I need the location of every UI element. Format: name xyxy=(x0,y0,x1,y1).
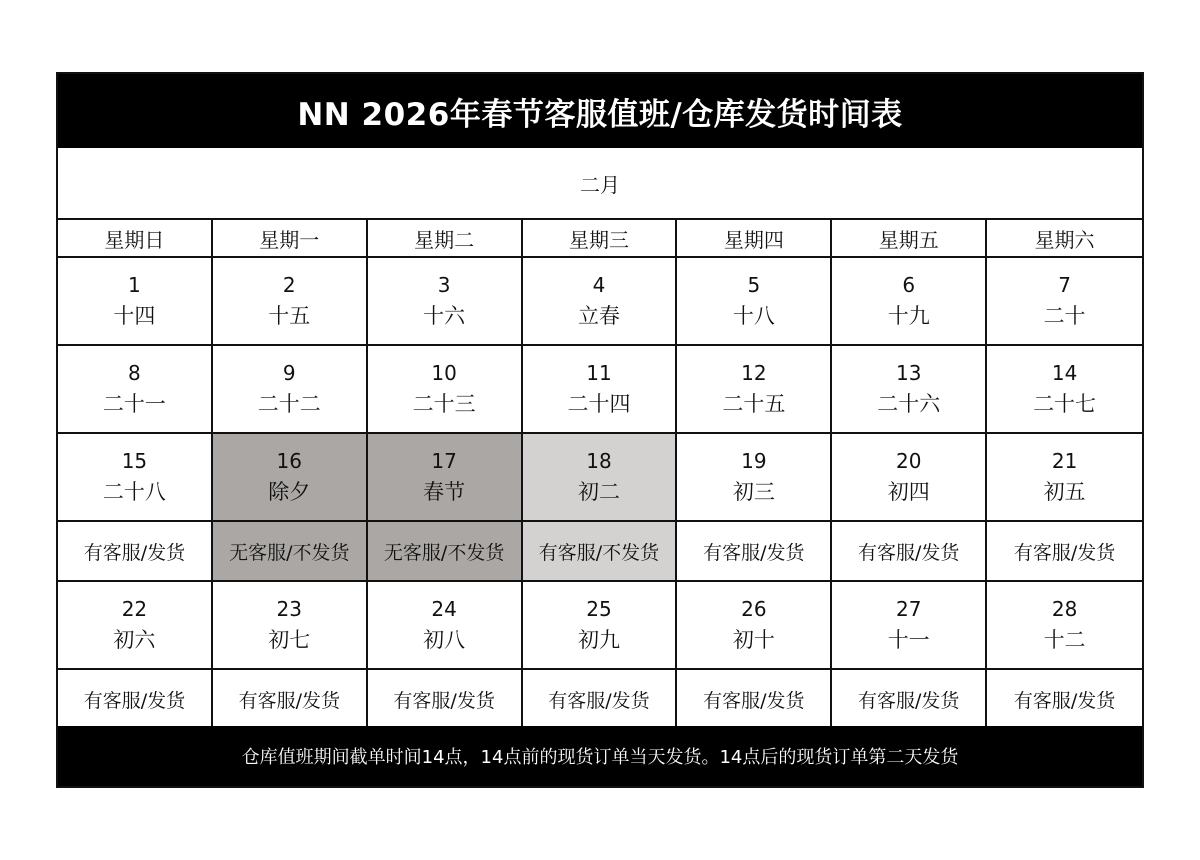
day-cell xyxy=(987,258,1142,346)
weekday-header xyxy=(368,220,523,258)
lunar-date: 二十三 xyxy=(412,392,476,416)
weekday-label: 星期六 xyxy=(1034,227,1095,252)
day-cell xyxy=(677,434,832,522)
day-cell xyxy=(368,434,523,522)
lunar-date: 初七 xyxy=(268,628,311,652)
status-cell xyxy=(677,670,832,728)
day-number: 24 xyxy=(431,597,457,621)
day-cell xyxy=(987,582,1142,670)
weekday-header xyxy=(987,220,1142,258)
lunar-date: 二十 xyxy=(1043,304,1086,328)
service-status: 无客服/不发货 xyxy=(383,541,505,564)
day-cell xyxy=(832,434,987,522)
day-cell xyxy=(987,346,1142,434)
footer-note: 仓库值班期间截单时间14点，14点前的现货订单当天发货。14点后的现货订单第二天发货 xyxy=(241,747,959,768)
day-number: 9 xyxy=(282,361,296,385)
lunar-date: 初三 xyxy=(732,480,775,504)
weekday-label: 星期二 xyxy=(414,227,475,252)
weekday-header xyxy=(213,220,368,258)
day-number: 20 xyxy=(895,449,922,473)
day-cell xyxy=(523,434,678,522)
status-cell xyxy=(523,522,678,582)
status-cell xyxy=(58,670,213,728)
day-number: 16 xyxy=(276,449,302,473)
lunar-date: 二十四 xyxy=(567,392,631,416)
day-cell xyxy=(213,434,368,522)
day-cell xyxy=(832,346,987,434)
month-header xyxy=(58,148,1142,220)
day-number: 22 xyxy=(121,597,148,621)
lunar-date: 除夕 xyxy=(268,480,311,504)
weekday-label: 星期日 xyxy=(104,227,165,252)
status-cell xyxy=(677,522,832,582)
day-cell xyxy=(523,258,678,346)
day-number: 7 xyxy=(1058,273,1071,297)
weekday-label: 星期四 xyxy=(723,227,784,252)
service-status: 有客服/发货 xyxy=(238,689,340,712)
lunar-date: 初五 xyxy=(1043,480,1086,504)
lunar-date: 二十五 xyxy=(722,392,786,416)
day-number: 11 xyxy=(586,361,612,385)
service-status: 有客服/发货 xyxy=(703,541,805,564)
day-number: 13 xyxy=(895,361,922,385)
day-number: 21 xyxy=(1051,449,1078,473)
day-number: 25 xyxy=(586,597,612,621)
day-cell xyxy=(58,434,213,522)
service-status: 有客服/不发货 xyxy=(538,541,660,564)
day-cell xyxy=(832,258,987,346)
day-cell xyxy=(213,258,368,346)
day-number: 12 xyxy=(741,361,767,385)
day-cell xyxy=(677,582,832,670)
day-number: 18 xyxy=(586,449,612,473)
day-cell xyxy=(523,582,678,670)
schedule-sheet xyxy=(56,72,1144,788)
day-number: 14 xyxy=(1051,361,1078,385)
month-label: 二月 xyxy=(580,172,620,197)
status-cell xyxy=(523,670,678,728)
service-status: 有客服/发货 xyxy=(83,541,186,564)
lunar-date: 初六 xyxy=(113,628,156,652)
day-number: 10 xyxy=(431,361,457,385)
status-cell xyxy=(213,522,368,582)
weekday-header xyxy=(832,220,987,258)
lunar-date: 二十七 xyxy=(1033,392,1097,416)
weekday-header xyxy=(523,220,678,258)
day-cell xyxy=(58,346,213,434)
lunar-date: 初二 xyxy=(577,480,620,504)
weekday-label: 星期一 xyxy=(259,227,320,252)
service-status: 无客服/不发货 xyxy=(229,541,350,564)
lunar-date: 初九 xyxy=(577,628,620,652)
weekday-label: 星期五 xyxy=(878,227,939,252)
day-cell xyxy=(58,582,213,670)
lunar-date: 春节 xyxy=(423,480,466,504)
day-cell xyxy=(368,258,523,346)
lunar-date: 二十一 xyxy=(102,392,166,416)
status-cell xyxy=(987,670,1142,728)
lunar-date: 十一 xyxy=(887,628,930,652)
day-number: 3 xyxy=(437,273,451,297)
day-cell xyxy=(58,258,213,346)
day-cell xyxy=(677,258,832,346)
day-cell xyxy=(213,582,368,670)
day-number: 23 xyxy=(276,597,302,621)
service-status: 有客服/发货 xyxy=(393,689,495,712)
status-cell xyxy=(213,670,368,728)
day-cell xyxy=(987,434,1142,522)
day-number: 5 xyxy=(747,273,761,297)
lunar-date: 初四 xyxy=(887,480,930,504)
status-cell xyxy=(58,522,213,582)
lunar-date: 二十八 xyxy=(102,480,166,504)
day-number: 2 xyxy=(282,273,296,297)
lunar-date: 初十 xyxy=(732,628,775,652)
footer-bar xyxy=(58,726,1142,786)
day-cell xyxy=(677,346,832,434)
service-status: 有客服/发货 xyxy=(1013,689,1116,712)
weekday-header xyxy=(58,220,213,258)
day-cell xyxy=(523,346,678,434)
lunar-date: 十四 xyxy=(113,304,156,328)
calendar-grid xyxy=(58,220,1142,728)
lunar-date: 十二 xyxy=(1043,628,1086,652)
status-cell xyxy=(368,522,523,582)
day-cell xyxy=(368,346,523,434)
day-number: 8 xyxy=(128,361,141,385)
service-status: 有客服/发货 xyxy=(858,689,960,712)
service-status: 有客服/发货 xyxy=(83,689,186,712)
weekday-label: 星期三 xyxy=(568,227,629,252)
weekday-header xyxy=(677,220,832,258)
service-status: 有客服/发货 xyxy=(858,541,960,564)
service-status: 有客服/发货 xyxy=(1013,541,1116,564)
day-number: 4 xyxy=(592,273,606,297)
lunar-date: 二十二 xyxy=(257,392,321,416)
day-cell xyxy=(368,582,523,670)
day-cell xyxy=(832,582,987,670)
lunar-date: 十九 xyxy=(887,304,930,328)
lunar-date: 立春 xyxy=(577,304,620,328)
service-status: 有客服/发货 xyxy=(548,689,650,712)
status-cell xyxy=(368,670,523,728)
status-cell xyxy=(987,522,1142,582)
day-number: 17 xyxy=(431,449,457,473)
lunar-date: 十八 xyxy=(732,304,775,328)
title-bar xyxy=(58,74,1142,148)
lunar-date: 十五 xyxy=(268,304,311,328)
status-cell xyxy=(832,522,987,582)
day-number: 28 xyxy=(1051,597,1078,621)
status-cell xyxy=(832,670,987,728)
day-number: 6 xyxy=(902,273,916,297)
lunar-date: 十六 xyxy=(423,304,466,328)
day-number: 26 xyxy=(741,597,767,621)
lunar-date: 二十六 xyxy=(877,392,941,416)
day-number: 1 xyxy=(128,273,141,297)
day-number: 15 xyxy=(121,449,148,473)
page-title: NN 2026年春节客服值班/仓库发货时间表 xyxy=(297,96,903,133)
lunar-date: 初八 xyxy=(423,628,466,652)
service-status: 有客服/发货 xyxy=(703,689,805,712)
day-number: 27 xyxy=(895,597,922,621)
day-number: 19 xyxy=(741,449,767,473)
day-cell xyxy=(213,346,368,434)
